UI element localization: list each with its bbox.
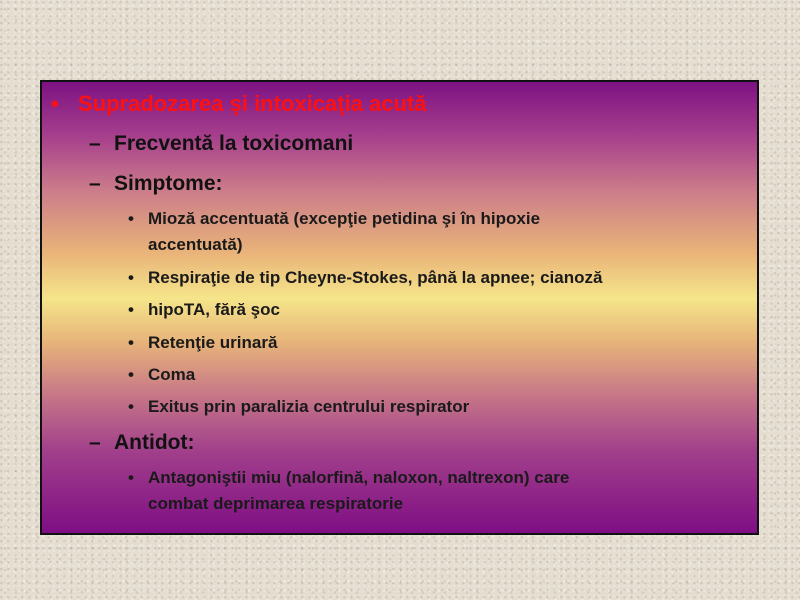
symptom-1-cont: accentuată): [148, 235, 243, 254]
dash-bullet: –: [89, 132, 101, 155]
dot-bullet: •: [128, 300, 134, 319]
item-antidote: Antidot:: [114, 431, 195, 454]
symptom-5: Coma: [148, 365, 196, 384]
dot-bullet: •: [128, 397, 134, 416]
symptom-1: Mioză accentuată (excepţie petidina şi în hipoxie: [148, 209, 541, 228]
dot-bullet: •: [128, 268, 134, 287]
bullet-dot: •: [51, 91, 59, 116]
dash-bullet: –: [89, 431, 101, 454]
item-frequency: Frecventă la toxicomani: [114, 132, 354, 155]
dash-bullet: –: [89, 172, 101, 195]
symptom-6: Exitus prin paralizia centrului respirator: [148, 397, 470, 416]
dot-bullet: •: [128, 365, 134, 384]
antidote-1: Antagoniştii miu (nalorfină, naloxon, naltrexon) care: [148, 468, 570, 487]
dot-bullet: •: [128, 333, 134, 352]
dot-bullet: •: [128, 209, 134, 228]
dot-bullet: •: [128, 468, 134, 487]
symptom-4: Retenţie urinară: [148, 333, 278, 352]
heading: Supradozarea şi intoxicaţia acută: [78, 91, 427, 116]
symptom-3: hipoTA, fără şoc: [148, 300, 280, 319]
content-box: [40, 80, 759, 535]
antidote-1-cont: combat deprimarea respiratorie: [148, 494, 404, 513]
item-symptoms: Simptome:: [114, 172, 223, 195]
symptom-2: Respiraţie de tip Cheyne-Stokes, până la apnee; cianoză: [148, 268, 603, 287]
